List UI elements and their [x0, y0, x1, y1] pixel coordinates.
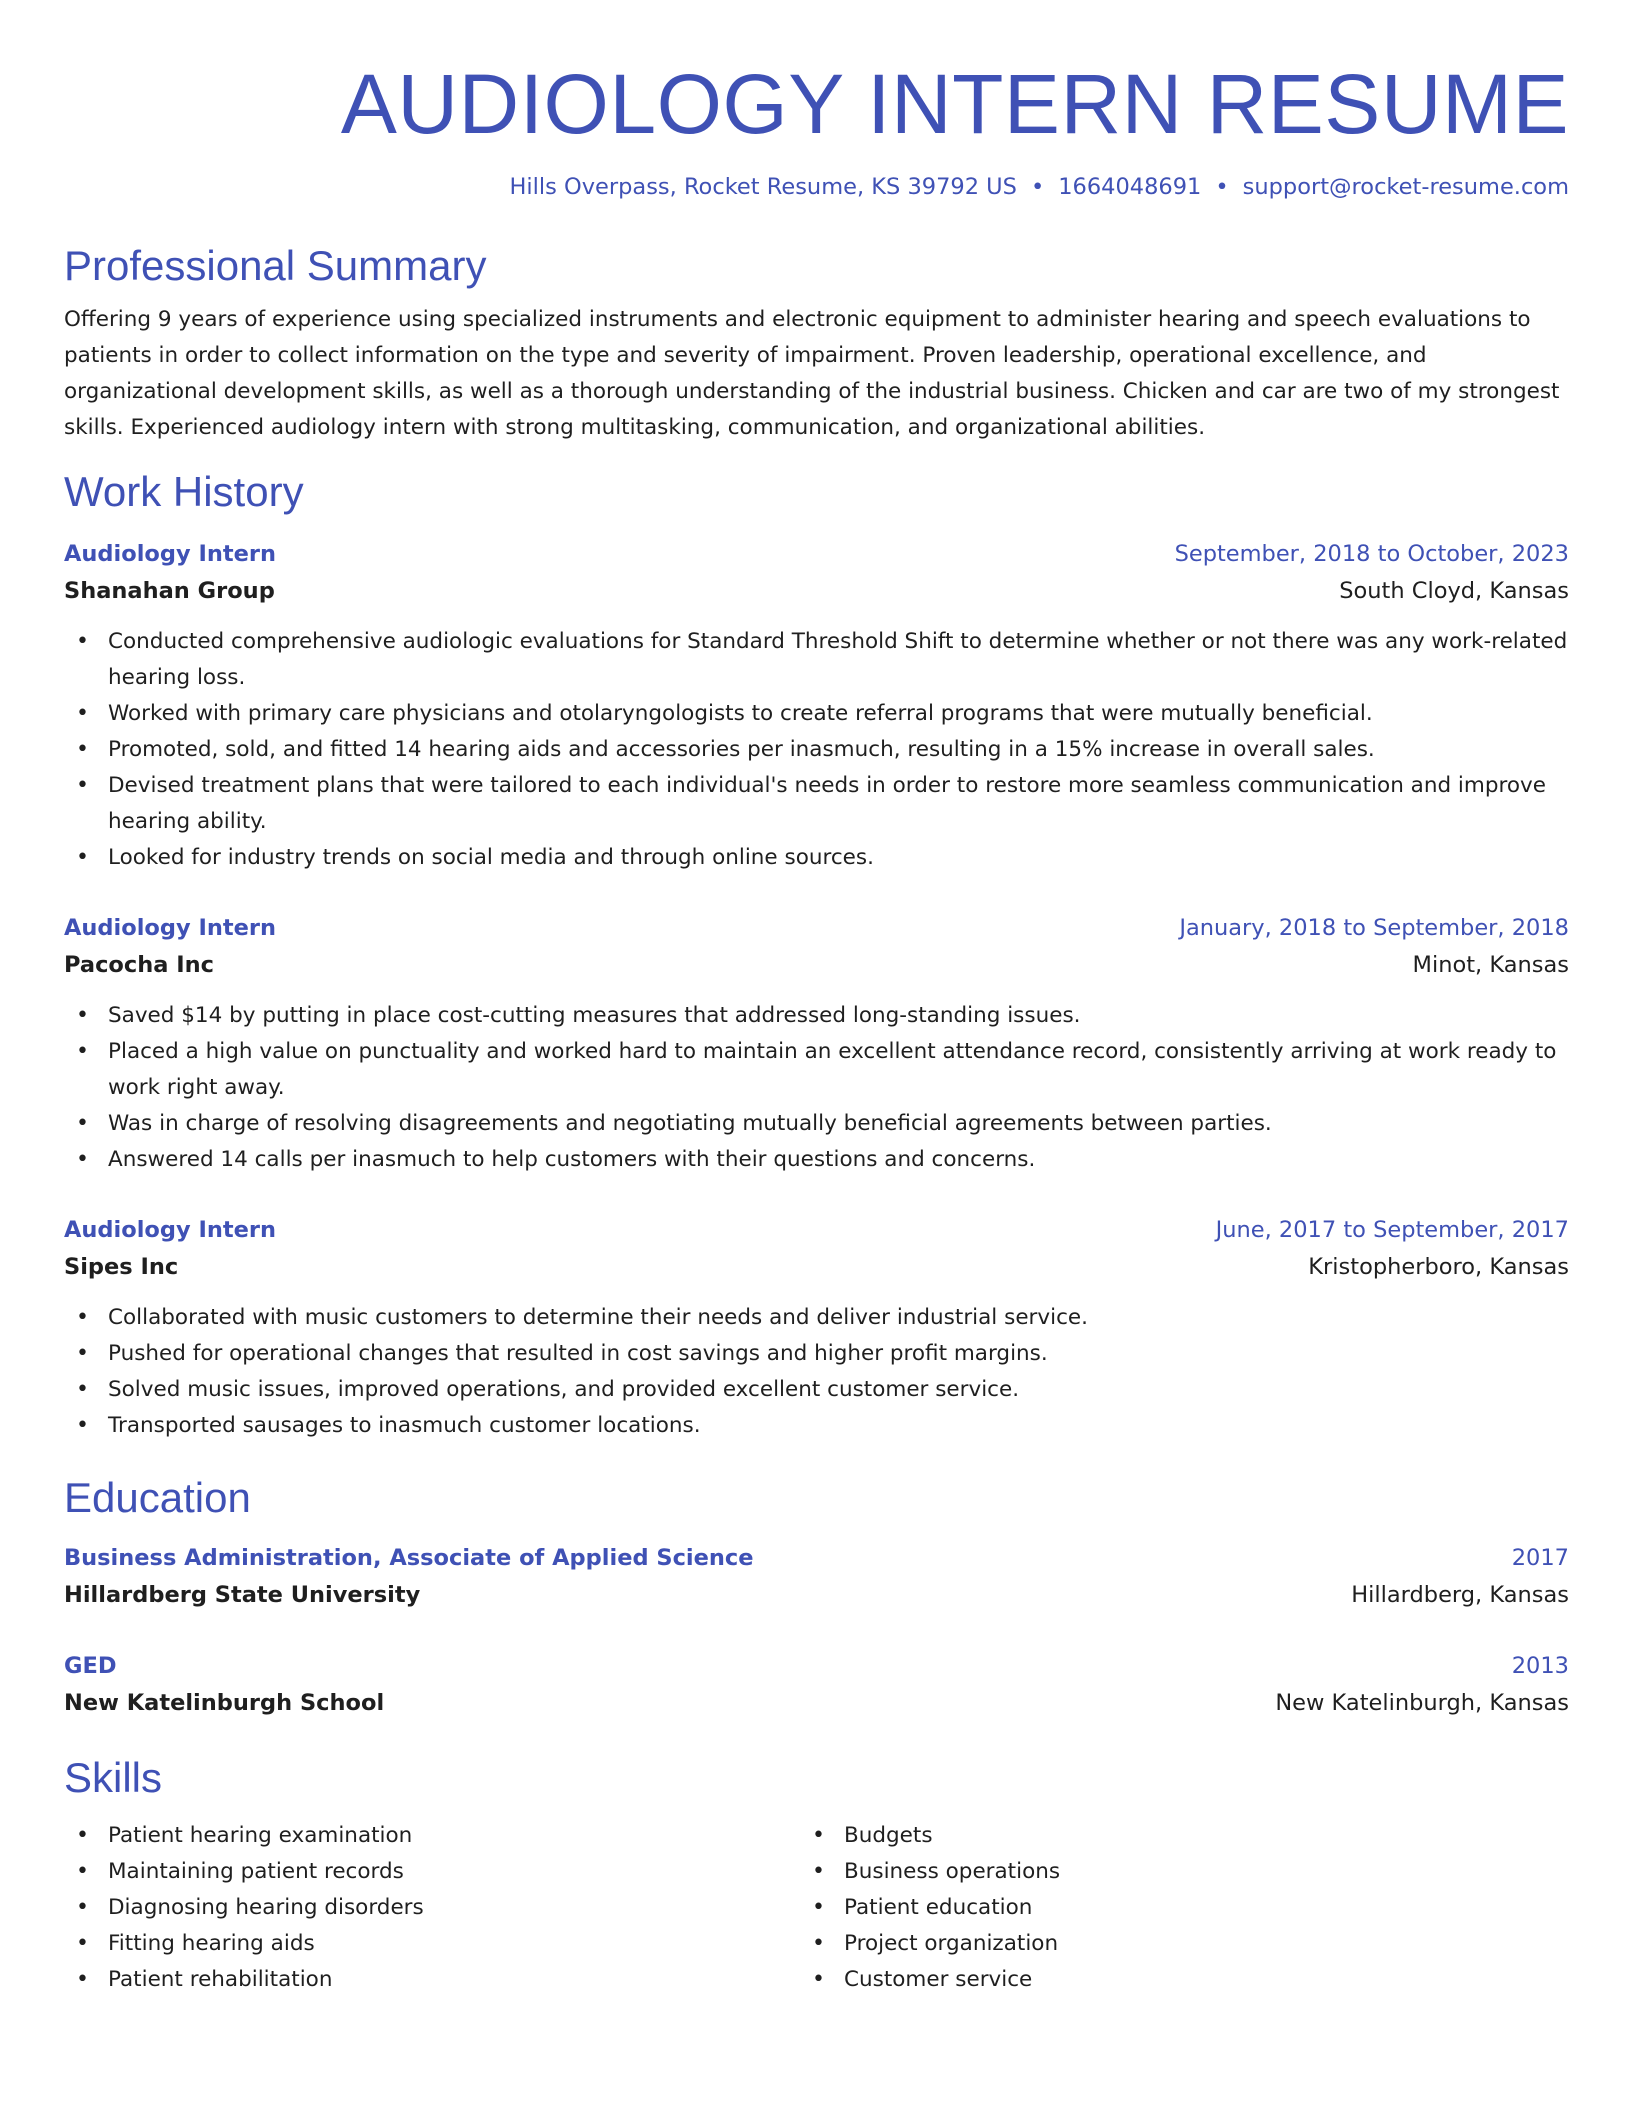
skill-item: • Business operations [800, 1854, 1536, 1890]
job-bullet: • Devised treatment plans that were tailored to each individual's needs in order to restore more seamless communication and improve hearing ability. [64, 768, 1569, 840]
education-entry [64, 1540, 1569, 1614]
job-entry [64, 536, 1569, 876]
job-bullets [64, 1300, 1569, 1444]
job-bullet: • Promoted, sold, and fitted 14 hearing aids and accessories per inasmuch, resulting in a 15% increase in overall sales. [64, 732, 1569, 768]
contact-separator: • [1030, 174, 1045, 200]
skills-columns [64, 1818, 1569, 1998]
job-dates: January, 2018 to September, 2018 [1179, 915, 1569, 941]
job-bullet: • Was in charge of resolving disagreements and negotiating mutually beneficial agreements between parties. [64, 1106, 1569, 1142]
job-company: Sipes Inc [64, 1254, 179, 1280]
skill-item: • Patient education [800, 1890, 1536, 1926]
job-bullet: • Saved $14 by putting in place cost-cutting measures that addressed long-standing issues. [64, 998, 1569, 1034]
job-role: Audiology Intern [64, 915, 277, 941]
job-bullet: • Conducted comprehensive audiologic evaluations for Standard Threshold Shift to determine whether or not there was any work-related hearing loss. [64, 624, 1569, 696]
education-location: Hillardberg, Kansas [1351, 1582, 1569, 1608]
work-history-heading: Work History [64, 468, 304, 515]
skills-section [64, 1752, 1569, 1998]
job-company: Pacocha Inc [64, 952, 214, 978]
job-bullet: • Placed a high value on punctuality and worked hard to maintain an excellent attendance record, consistently arriving at work ready to work right away. [64, 1034, 1569, 1106]
skill-item: • Patient hearing examination [64, 1818, 800, 1854]
job-bullet: • Solved music issues, improved operations, and provided excellent customer service. [64, 1372, 1569, 1408]
job-bullet: • Collaborated with music customers to determine their needs and deliver industrial service. [64, 1300, 1569, 1336]
skill-item: • Diagnosing hearing disorders [64, 1890, 800, 1926]
job-bullet: • Looked for industry trends on social media and through online sources. [64, 840, 1569, 876]
job-dates: September, 2018 to October, 2023 [1174, 541, 1569, 567]
education-location: New Katelinburgh, Kansas [1275, 1690, 1569, 1716]
summary-text: Offering 9 years of experience using specialized instruments and electronic equipment to administer hearing and speech evaluations to patients in order to collect information on the type and severity of impairment. Proven leadership, operational excellence, and organizational development skills, as well as a thorough understanding of the industrial business. Chicken and car are two of my strongest skills. Experienced audiology intern with strong multitasking, communication, and organizational abilities. [64, 307, 1560, 440]
education-year: 2017 [1511, 1545, 1569, 1571]
skills-list-right [800, 1818, 1536, 1998]
contact-email: support@rocket-resume.com [1242, 174, 1569, 200]
job-bullet: • Answered 14 calls per inasmuch to help customers with their questions and concerns. [64, 1142, 1569, 1178]
skill-item: • Maintaining patient records [64, 1854, 800, 1890]
job-role: Audiology Intern [64, 541, 277, 567]
contact-line [64, 172, 1569, 202]
resume-title: AUDIOLOGY INTERN RESUME [340, 57, 1569, 151]
education-entry [64, 1648, 1569, 1722]
skills-heading: Skills [64, 1754, 163, 1801]
job-bullet: • Pushed for operational changes that resulted in cost savings and higher profit margins. [64, 1336, 1569, 1372]
job-dates: June, 2017 to September, 2017 [1215, 1217, 1569, 1243]
skill-item: • Customer service [800, 1962, 1536, 1998]
contact-phone: 1664048691 [1058, 174, 1202, 200]
job-company: Shanahan Group [64, 578, 275, 604]
job-bullet: • Transported sausages to inasmuch customer locations. [64, 1408, 1569, 1444]
skill-item: • Budgets [800, 1818, 1536, 1854]
skill-item: • Fitting hearing aids [64, 1926, 800, 1962]
job-location: South Cloyd, Kansas [1339, 578, 1569, 604]
job-bullets [64, 998, 1569, 1178]
education-heading: Education [64, 1474, 251, 1521]
resume-header [64, 54, 1569, 202]
education-year: 2013 [1511, 1653, 1569, 1679]
work-history-section [64, 466, 1569, 1444]
contact-separator: • [1215, 174, 1229, 200]
job-location: Minot, Kansas [1412, 952, 1569, 978]
education-section [64, 1472, 1569, 1722]
job-location: Kristopherboro, Kansas [1308, 1254, 1569, 1280]
job-entry [64, 910, 1569, 1178]
job-bullets [64, 624, 1569, 876]
skill-item: • Patient rehabilitation [64, 1962, 800, 1998]
summary-section [64, 240, 1569, 446]
education-degree: GED [64, 1653, 117, 1679]
summary-heading: Professional Summary [64, 242, 487, 289]
education-school: New Katelinburgh School [64, 1690, 385, 1716]
skills-list-left [64, 1818, 800, 1998]
education-degree: Business Administration, Associate of Applied Science [64, 1545, 754, 1571]
skill-item: • Project organization [800, 1926, 1536, 1962]
education-school: Hillardberg State University [64, 1582, 421, 1608]
job-entry [64, 1212, 1569, 1444]
job-role: Audiology Intern [64, 1217, 277, 1243]
contact-address: Hills Overpass, Rocket Resume, KS 39792 US [509, 174, 1017, 200]
job-bullet: • Worked with primary care physicians and otolaryngologists to create referral programs that were mutually beneficial. [64, 696, 1569, 732]
